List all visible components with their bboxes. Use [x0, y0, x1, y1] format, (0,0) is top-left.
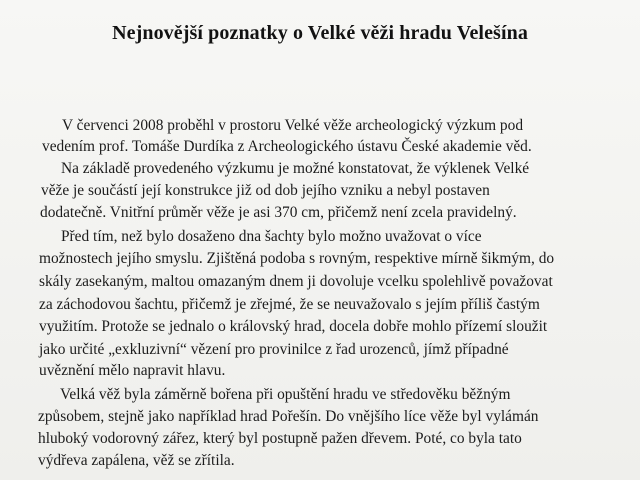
- text-line: Na základě provedeného výzkumu je možné konstatovat, že výklenek Velké: [61, 160, 530, 177]
- text-line: za záchodovou šachtu, přičemž je zřejmé, že se neuvažovalo s jejím příliš častým: [39, 296, 540, 313]
- text-line: využitím. Protože se jednalo o královský hrad, docela dobře mohlo přízemí sloužit: [39, 318, 548, 335]
- text-line: hluboký vodorovný zářez, který byl postupně pažen dřevem. Poté, co byla tato: [38, 430, 522, 447]
- text-line: výdřeva zapálena, věž se zřítila.: [38, 452, 235, 469]
- text-line: věže je součástí její konstrukce již od dob jejího vzniku a nebyl postaven: [41, 182, 490, 199]
- text-line: způsobem, stejně jako například hrad Pořešín. Do vnějšího líce věže byl vylámán: [38, 408, 539, 425]
- text-line: vedením prof. Tomáše Durdíka z Archeologického ústavu České akademie věd.: [42, 138, 532, 155]
- text-line: Před tím, než bylo dosaženo dna šachty bylo možno uvažovat o více: [61, 228, 482, 245]
- text-line: dodatečně. Vnitřní průměr věže je asi 370 cm, přičemž není zcela pravidelný.: [40, 204, 517, 221]
- text-line: uvěznění mělo napravit hlavu.: [39, 362, 226, 379]
- document-title: Nejnovější poznatky o Velké věži hradu Velešína: [112, 22, 528, 44]
- text-line: možnostech jejího smyslu. Zjištěná podoba s rovným, respektive mírně šikmým, do: [39, 250, 555, 267]
- text-line: jako určité „exkluzivní“ vězení pro provinilce z řad urozenců, jímž případné: [39, 341, 509, 358]
- text-line: Velká věž byla záměrně bořena při opuštění hradu ve středověku běžným: [60, 386, 511, 403]
- text-line: skály zasekaným, maltou omazaným dnem ji dovoluje vcelku spolehlivě považovat: [39, 273, 553, 290]
- text-line: V červenci 2008 proběhl v prostoru Velké věže archeologický výzkum pod: [62, 117, 524, 134]
